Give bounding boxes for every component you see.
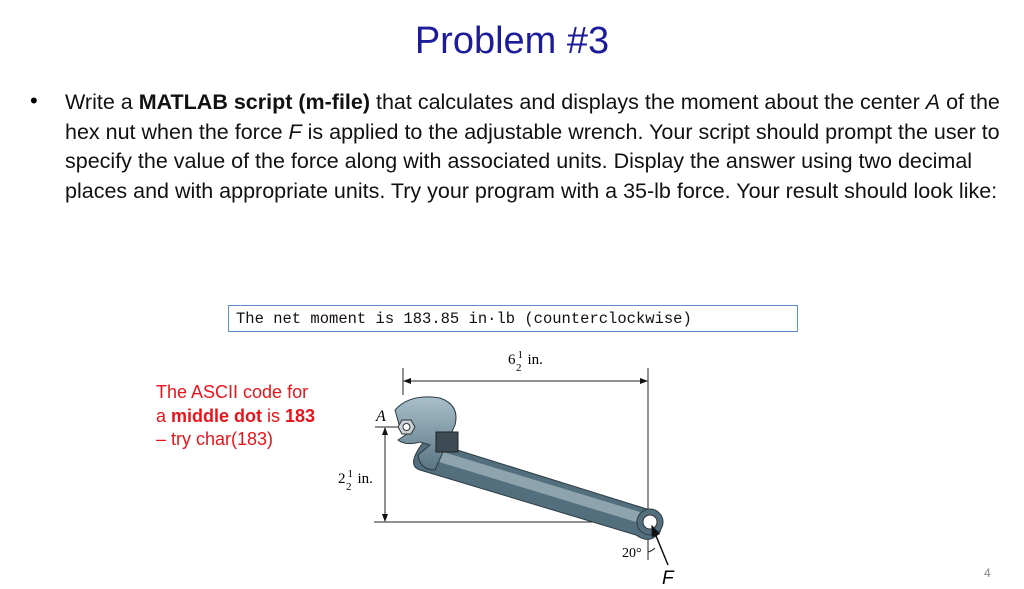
text: of the hex nut when the force [65, 90, 1000, 144]
example-output-box: The net moment is 183.85 in·lb (counterclockwise) [228, 305, 798, 332]
note-line: The ASCII code for [156, 382, 309, 402]
bold-text: middle dot [171, 405, 263, 426]
note-line: – try char(183) [156, 429, 274, 449]
bullet-marker: • [30, 88, 38, 113]
bold-text: MATLAB script (m-file) [138, 90, 371, 114]
text: Write a [65, 90, 139, 114]
point-a-label: A [376, 408, 386, 425]
force-label: F [662, 568, 674, 589]
italic-text: A [925, 90, 941, 114]
wrench-icon [395, 397, 663, 539]
text: a [156, 405, 172, 426]
angle-label: 20° [622, 546, 642, 561]
italic-text: F [288, 119, 302, 144]
text: is applied to the adjustable wrench. Your script should prompt the user to specify the value of the force along with associated units. Display the answer using two decimal places and with appropriate units. Try your program with a 35-lb force. Your result should look like: [65, 119, 1000, 203]
text: that calculates and displays the moment about the center [370, 90, 926, 114]
height-dimension-label: 2 $^1$ 2 in. [338, 468, 373, 493]
slide-title: Problem #3 [414, 20, 610, 62]
page-number: 4 [984, 566, 991, 580]
width-dimension-label: 6 $^1$ 2 in. [508, 349, 543, 374]
bold-text: 183 [285, 405, 316, 426]
text: is [262, 405, 286, 426]
